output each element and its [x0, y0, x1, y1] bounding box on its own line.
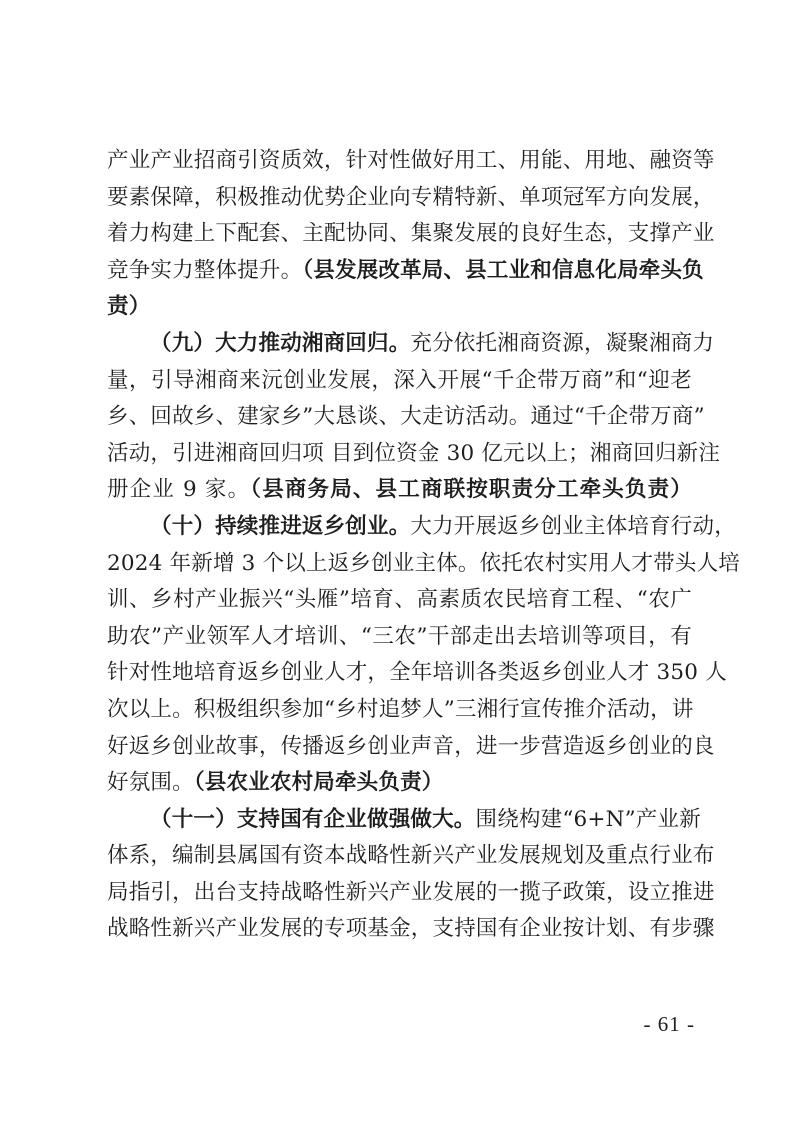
responsible-department: （县发展改革局、县工业和信息化局牵头负 — [302, 257, 704, 283]
text-line — [107, 253, 704, 290]
text-run: 产业产业招商引资质效，针对性做好用工、用能、用地、融资等 — [107, 148, 715, 173]
text-run: 2024 年新增 3 个以上返乡创业主体。依托农村实用人才带头人培 — [107, 550, 740, 576]
text-line — [107, 216, 715, 253]
section-heading: （十）持续推进返乡创业。 — [150, 513, 411, 539]
text-line — [107, 655, 727, 692]
text-run: 册企业 9 家。 — [107, 477, 251, 503]
text-line — [107, 692, 692, 729]
text-run: 针对性地培育返乡创业人才，全年培训各类返乡创业人才 350 人 — [107, 660, 727, 686]
text-line — [107, 143, 715, 180]
body-text — [107, 143, 740, 948]
text-line — [107, 180, 715, 217]
section-heading-line — [107, 326, 715, 363]
section-heading-line — [107, 802, 701, 839]
text-line — [107, 911, 715, 948]
text-run: 要素保障，积极推动优势企业向专精特新、单项冠军方向发展， — [107, 184, 715, 210]
text-run: 竞争实力整体提升。 — [107, 257, 303, 283]
text-line — [107, 399, 705, 436]
page-number: - 61 - — [643, 1012, 695, 1036]
text-line — [107, 436, 721, 473]
responsible-department: 责） — [107, 294, 151, 320]
text-run: 战略性新兴产业发展的专项基金，支持国有企业按计划、有步骤 — [107, 916, 715, 942]
text-run: 着力构建上下配套、主配协同、集聚发展的良好生态，支撑产业 — [107, 221, 715, 247]
text-run: 活动，引进湘商回归项 目到位资金 30 亿元以上；湘商回归新注 — [107, 440, 721, 466]
section-heading: （九）大力推动湘商回归。 — [150, 330, 411, 356]
text-line — [107, 619, 692, 656]
text-run: 围绕构建“6+N”产业新 — [475, 806, 701, 832]
text-run: 好返乡创业故事，传播返乡创业声音，进一步营造返乡创业的良 — [107, 733, 715, 759]
text-line — [107, 875, 715, 912]
section-heading-line — [107, 509, 736, 546]
responsible-department: （县农业农村局牵头负责） — [193, 770, 444, 796]
text-run: 充分依托湘商资源，凝聚湘商力 — [410, 330, 715, 356]
text-line — [107, 838, 715, 875]
text-run: 次以上。积极组织参加“乡村追梦人”三湘行宣传推介活动，讲 — [107, 696, 694, 722]
text-run: 助农”产业领军人才培训、“三农”干部走出去培训等项目，有 — [107, 623, 692, 649]
text-run: 量，引导湘商来沅创业发展，深入开展“千企带万商”和“迎老 — [107, 367, 692, 393]
text-line — [107, 546, 740, 583]
text-line — [107, 289, 692, 326]
text-run: 体系，编制县属国有资本战略性新兴产业发展规划及重点行业布 — [107, 843, 715, 869]
text-line — [107, 582, 692, 619]
responsible-department: （县商务局、县工商联按职责分工牵头负责） — [250, 477, 692, 503]
text-run: 局指引，出台支持战略性新兴产业发展的一揽子政策，设立推进 — [107, 879, 715, 905]
text-line — [107, 765, 692, 802]
section-heading: （十一）支持国有企业做强做大。 — [150, 806, 476, 832]
text-run: 好氛围。 — [107, 770, 194, 796]
text-line — [107, 729, 715, 766]
text-line — [107, 472, 692, 509]
text-run: 大力开展返乡创业主体培育行动， — [410, 513, 736, 539]
text-run: 训、乡村产业振兴“头雁”培育、高素质农民培育工程、“农广 — [107, 587, 692, 613]
text-line — [107, 363, 692, 400]
text-run: 乡、回故乡、建家乡”大恳谈、大走访活动。通过“千企带万商” — [107, 404, 705, 430]
